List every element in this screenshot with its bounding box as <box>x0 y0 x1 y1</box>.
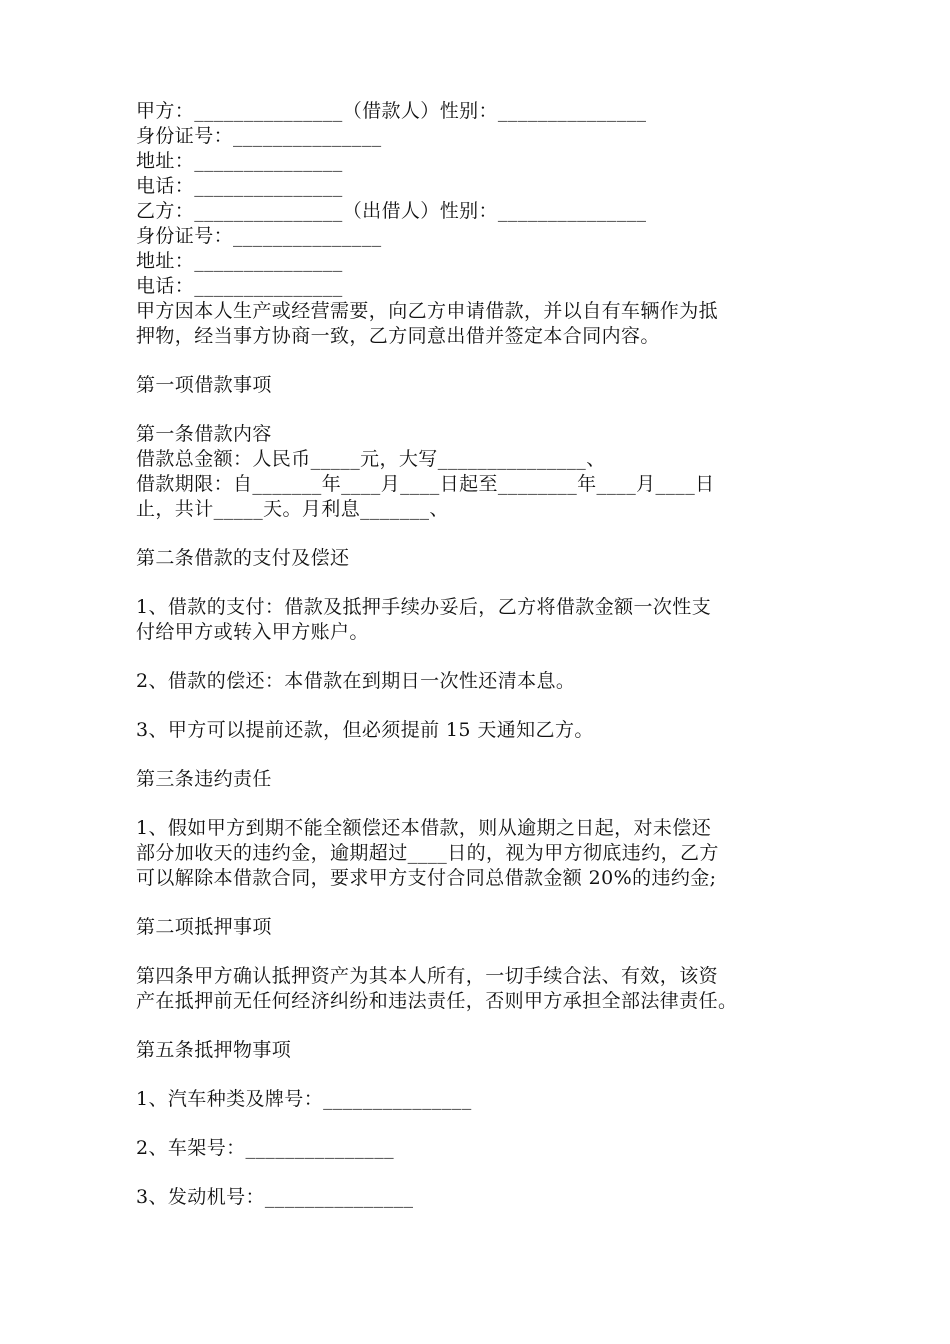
section-2-title: 第二项抵押事项 <box>136 916 272 938</box>
section-1-title: 第一项借款事项 <box>136 374 272 396</box>
article-1-title: 第一条借款内容 <box>136 423 272 445</box>
party-b-name-gender: 乙方：_______________（出借人）性别：_______________ <box>136 200 647 222</box>
party-b-id-number: 身份证号：_______________ <box>136 225 382 247</box>
party-a-name-gender: 甲方：_______________（借款人）性别：_______________ <box>136 100 647 122</box>
article-5-title: 第五条抵押物事项 <box>136 1039 292 1061</box>
vehicle-frame-number: 2、车架号：_______________ <box>136 1137 394 1159</box>
breach-item-line-1: 1、假如甲方到期不能全额偿还本借款，则从逾期之日起，对未偿还 <box>136 817 712 839</box>
party-b-address: 地址：_______________ <box>136 250 343 272</box>
article-4-line-1: 第四条甲方确认抵押资产为其本人所有，一切手续合法、有效，该资 <box>136 965 719 987</box>
breach-item-line-2: 部分加收天的违约金，逾期超过____日的，视为甲方彻底违约，乙方 <box>136 842 719 864</box>
vehicle-type-plate: 1、汽车种类及牌号：_______________ <box>136 1088 472 1110</box>
article-4-line-2: 产在抵押前无任何经济纠纷和违法责任，否则甲方承担全部法律责任。 <box>136 990 738 1012</box>
early-repayment-item: 3、甲方可以提前还款，但必须提前 15 天通知乙方。 <box>136 719 594 741</box>
breach-item-line-3: 可以解除本借款合同，要求甲方支付合同总借款金额 20%的违约金; <box>136 867 717 889</box>
payment-item-line-2: 付给甲方或转入甲方账户。 <box>136 621 369 643</box>
article-3-title: 第三条违约责任 <box>136 768 272 790</box>
intro-line-2: 押物，经当事方协商一致，乙方同意出借并签定本合同内容。 <box>136 325 660 347</box>
party-a-id-number: 身份证号：_______________ <box>136 125 382 147</box>
article-2-title: 第二条借款的支付及偿还 <box>136 547 350 569</box>
loan-term-line-2: 止，共计_____天。月利息_______、 <box>136 498 449 520</box>
loan-amount-line: 借款总金额：人民币_____元，大写_______________、 <box>136 448 606 470</box>
party-a-phone: 电话：_______________ <box>136 175 343 197</box>
payment-item-line-1: 1、借款的支付：借款及抵押手续办妥后，乙方将借款金额一次性支 <box>136 596 712 618</box>
intro-line-1: 甲方因本人生产或经营需要，向乙方申请借款，并以自有车辆作为抵 <box>136 300 719 322</box>
party-a-address: 地址：_______________ <box>136 150 343 172</box>
party-b-phone: 电话：_______________ <box>136 275 343 297</box>
repayment-item: 2、借款的偿还：本借款在到期日一次性还清本息。 <box>136 670 576 692</box>
engine-number: 3、发动机号：_______________ <box>136 1186 414 1208</box>
loan-term-line-1: 借款期限：自_______年____月____日起至________年____月____日 <box>136 473 715 495</box>
contract-document <box>136 99 826 1210</box>
